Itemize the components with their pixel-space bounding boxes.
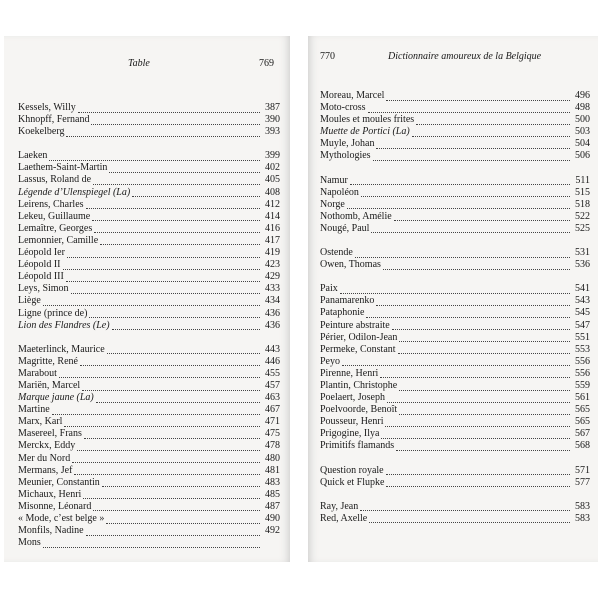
entry-name: Red, Axelle — [320, 512, 368, 524]
entry-name: Magritte, René — [18, 355, 78, 367]
dot-leader — [371, 224, 570, 233]
group-spacer — [320, 235, 590, 247]
group-spacer — [18, 332, 280, 344]
entry-name: Napoléon — [320, 186, 359, 198]
index-entry — [320, 320, 590, 332]
index-entry — [18, 126, 280, 138]
entry-page-number: 515 — [575, 186, 590, 198]
entry-name: Léopold Ier — [18, 247, 65, 259]
dot-leader — [86, 200, 260, 209]
right-page-running-title: Dictionnaire amoureux de la Belgique — [388, 51, 542, 62]
dot-leader — [63, 261, 261, 270]
dot-leader — [83, 490, 260, 499]
dot-leader — [386, 478, 570, 487]
entry-page-number: 553 — [575, 343, 590, 355]
entry-page-number: 536 — [575, 259, 590, 271]
entry-page-number: 583 — [575, 500, 590, 512]
entry-page-number: 412 — [265, 198, 280, 210]
dot-leader — [82, 382, 260, 391]
entry-name: Question royale — [320, 464, 384, 476]
index-entry — [320, 114, 590, 126]
entry-name: Prigogine, Ilya — [320, 428, 380, 440]
dot-leader — [71, 285, 260, 294]
dot-leader — [93, 502, 260, 511]
index-entry — [320, 199, 590, 211]
index-entry — [18, 271, 280, 283]
index-entry — [18, 308, 280, 320]
dot-leader — [91, 116, 260, 125]
index-entry — [18, 513, 280, 525]
entry-page-number: 503 — [575, 126, 590, 138]
index-entry — [18, 162, 280, 174]
entry-page-number: 481 — [265, 464, 280, 476]
index-entry — [18, 416, 280, 428]
left-page-running-title: Table — [128, 58, 150, 69]
index-entry — [18, 102, 280, 114]
index-entry — [320, 332, 590, 344]
dot-leader — [347, 200, 570, 209]
entry-name: Périer, Odilon-Jean — [320, 331, 398, 343]
index-entry — [18, 501, 280, 513]
index-entry — [18, 174, 280, 186]
index-entry — [320, 513, 590, 525]
entry-name: Mons — [18, 537, 41, 549]
index-entry — [320, 138, 590, 150]
dot-leader — [89, 309, 260, 318]
dot-leader — [80, 357, 260, 366]
index-entry — [320, 344, 590, 356]
index-entry — [18, 368, 280, 380]
dot-leader — [368, 104, 570, 113]
dot-leader — [112, 321, 260, 330]
entry-page-number: 419 — [265, 247, 280, 259]
entry-name: Peinture abstraite — [320, 319, 390, 331]
dot-leader — [412, 128, 570, 137]
entry-page-number: 577 — [575, 476, 590, 488]
entry-name: Pataphonie — [320, 307, 365, 319]
entry-name: Lekeu, Guillaume — [18, 210, 91, 222]
index-entry — [320, 380, 590, 392]
entry-page-number: 547 — [575, 319, 590, 331]
entry-name: « Mode, c’est belge » — [18, 513, 105, 524]
index-entry — [320, 283, 590, 295]
entry-name: Misonne, Léonard — [18, 500, 92, 512]
index-entry — [320, 392, 590, 404]
entry-name: Ligne (prince de) — [18, 307, 88, 319]
entry-page-number: 498 — [575, 102, 590, 114]
entry-page-number: 567 — [575, 428, 590, 440]
dot-leader — [376, 140, 570, 149]
entry-name: Marque jaune (La) — [18, 392, 94, 404]
index-entry — [18, 211, 280, 223]
dot-leader — [399, 333, 570, 342]
dot-leader — [66, 128, 260, 137]
entry-page-number: 568 — [575, 440, 590, 452]
entry-name: Monfils, Nadine — [18, 525, 84, 537]
dot-leader — [398, 345, 570, 354]
entry-name: Légende d’Ulenspiegel (La) — [18, 186, 131, 198]
index-entry — [18, 428, 280, 440]
entry-page-number: 393 — [265, 126, 280, 138]
entry-name: Lassus, Roland de — [18, 174, 92, 186]
dot-leader — [84, 430, 260, 439]
entry-page-number: 490 — [265, 513, 280, 524]
dot-leader — [49, 152, 260, 161]
entry-page-number: 506 — [575, 150, 590, 162]
dot-leader — [361, 188, 570, 197]
entry-name: Lemonnier, Camille — [18, 234, 99, 246]
index-entry — [320, 416, 590, 428]
entry-name: Poelaert, Joseph — [320, 392, 385, 404]
dot-leader — [360, 502, 570, 511]
dot-leader — [64, 418, 260, 427]
entry-page-number: 408 — [265, 186, 280, 198]
dot-leader — [66, 273, 260, 282]
entry-name: Plantin, Christophe — [320, 379, 398, 391]
entry-name: Paix — [320, 283, 338, 295]
entry-page-number: 531 — [575, 247, 590, 259]
entry-page-number: 405 — [265, 174, 280, 186]
index-entry — [18, 380, 280, 392]
index-entry — [320, 126, 590, 138]
entry-name: Peyo — [320, 355, 340, 367]
index-entry — [320, 259, 590, 271]
index-entry — [18, 453, 280, 465]
index-entry — [320, 247, 590, 259]
entry-page-number: 485 — [265, 488, 280, 500]
dot-leader — [383, 261, 570, 270]
dot-leader — [386, 92, 570, 101]
index-entry — [320, 211, 590, 223]
dot-leader — [132, 188, 260, 197]
dot-leader — [373, 152, 570, 161]
index-entry — [18, 150, 280, 162]
left-page — [4, 36, 290, 562]
dot-leader — [385, 418, 570, 427]
index-entry — [18, 525, 280, 537]
entry-page-number: 471 — [265, 416, 280, 428]
entry-name: Laethem-Saint-Martin — [18, 162, 108, 174]
index-entry — [18, 489, 280, 501]
entry-name: Merckx, Eddy — [18, 440, 76, 452]
entry-page-number: 434 — [265, 295, 280, 307]
dot-leader — [92, 212, 260, 221]
index-entry — [320, 295, 590, 307]
entry-name: Léopold III — [18, 271, 64, 283]
index-entry — [18, 477, 280, 489]
dot-leader — [59, 369, 260, 378]
index-entry — [320, 223, 590, 235]
entry-page-number: 518 — [575, 198, 590, 210]
entry-page-number: 436 — [265, 319, 280, 331]
entry-name: Pirenne, Henri — [320, 367, 379, 379]
index-entry — [18, 344, 280, 356]
index-entry — [320, 368, 590, 380]
entry-page-number: 429 — [265, 271, 280, 283]
dot-leader — [102, 478, 260, 487]
entry-page-number: 455 — [265, 367, 280, 379]
entry-name: Owen, Thomas — [320, 259, 381, 271]
index-entry — [320, 175, 590, 187]
index-entry — [320, 465, 590, 477]
entry-page-number: 500 — [575, 114, 590, 126]
index-entry — [320, 428, 590, 440]
entry-name: Ray, Jean — [320, 500, 359, 512]
right-index-entries — [320, 90, 590, 525]
dot-leader — [386, 466, 570, 475]
dot-leader — [96, 394, 260, 403]
group-spacer — [320, 271, 590, 283]
index-entry — [18, 440, 280, 452]
dot-leader — [100, 236, 260, 245]
index-entry — [320, 356, 590, 368]
entry-page-number: 556 — [575, 355, 590, 367]
index-entry — [320, 440, 590, 452]
entry-page-number: 423 — [265, 259, 280, 271]
entry-page-number: 416 — [265, 222, 280, 234]
index-entry — [18, 199, 280, 211]
dot-leader — [86, 527, 260, 536]
entry-page-number: 390 — [265, 114, 280, 126]
entry-page-number: 457 — [265, 379, 280, 391]
dot-leader — [342, 357, 570, 366]
dot-leader — [355, 249, 570, 258]
entry-page-number: 475 — [265, 428, 280, 440]
index-entry — [320, 150, 590, 162]
entry-name: Marabout — [18, 367, 57, 379]
entry-page-number: 571 — [575, 464, 590, 476]
dot-leader — [380, 369, 570, 378]
entry-page-number: 480 — [265, 452, 280, 464]
dot-leader — [107, 345, 260, 354]
group-spacer — [18, 138, 280, 150]
entry-name: Maeterlinck, Maurice — [18, 343, 105, 355]
right-page-number: 770 — [320, 51, 335, 62]
entry-name: Khnopff, Fernand — [18, 114, 90, 126]
entry-name: Martine — [18, 404, 50, 416]
entry-name: Koekelberg — [18, 126, 65, 138]
index-entry — [18, 259, 280, 271]
entry-name: Muyle, Johan — [320, 138, 375, 150]
entry-name: Mariën, Marcel — [18, 379, 81, 391]
entry-name: Meunier, Constantin — [18, 476, 100, 488]
entry-name: Moreau, Marcel — [320, 90, 385, 101]
entry-name: Kessels, Willy — [18, 102, 76, 113]
index-entry — [18, 114, 280, 126]
entry-name: Marx, Karl — [18, 416, 63, 428]
entry-page-number: 414 — [265, 210, 280, 222]
dot-leader — [77, 442, 260, 451]
left-index-entries — [18, 102, 280, 549]
entry-page-number: 492 — [265, 525, 280, 537]
entry-name: Panamarenko — [320, 295, 375, 307]
dot-leader — [416, 116, 570, 125]
entry-page-number: 483 — [265, 476, 280, 488]
entry-name: Léopold II — [18, 259, 61, 271]
dot-leader — [387, 394, 570, 403]
entry-name: Moto-cross — [320, 102, 366, 114]
dot-leader — [43, 539, 260, 548]
dot-leader — [52, 406, 260, 415]
index-entry — [320, 102, 590, 114]
dot-leader — [72, 454, 260, 463]
entry-name: Norge — [320, 198, 345, 210]
dot-leader — [109, 164, 260, 173]
dot-leader — [399, 406, 570, 415]
entry-name: Lemaître, Georges — [18, 222, 93, 234]
dot-leader — [43, 297, 260, 306]
entry-page-number: 543 — [575, 295, 590, 307]
index-entry — [320, 404, 590, 416]
entry-page-number: 443 — [265, 343, 280, 355]
index-entry — [320, 90, 590, 102]
entry-page-number: 387 — [265, 102, 280, 113]
entry-name: Mer du Nord — [18, 452, 71, 464]
entry-name: Liège — [18, 295, 41, 307]
entry-name: Nougé, Paul — [320, 222, 370, 234]
index-entry — [18, 404, 280, 416]
entry-name: Ostende — [320, 247, 353, 259]
entry-name: Namur — [320, 174, 348, 186]
entry-page-number: 463 — [265, 392, 280, 404]
dot-leader — [94, 224, 260, 233]
entry-page-number: 583 — [575, 512, 590, 524]
index-entry — [18, 235, 280, 247]
dot-leader — [376, 297, 570, 306]
entry-page-number: 559 — [575, 379, 590, 391]
dot-leader — [74, 466, 260, 475]
entry-page-number: 556 — [575, 367, 590, 379]
entry-page-number: 417 — [265, 234, 280, 246]
entry-name: Leirens, Charles — [18, 198, 84, 210]
index-entry — [18, 223, 280, 235]
index-entry — [320, 187, 590, 199]
entry-name: Mythologies — [320, 150, 371, 162]
dot-leader — [399, 382, 570, 391]
entry-page-number: 478 — [265, 440, 280, 452]
entry-page-number: 487 — [265, 500, 280, 512]
dot-leader — [93, 176, 260, 185]
index-entry — [18, 392, 280, 404]
entry-name: Leys, Simon — [18, 283, 69, 295]
dot-leader — [392, 321, 570, 330]
group-spacer — [320, 163, 590, 175]
entry-name: Muette de Portici (La) — [320, 126, 410, 138]
dot-leader — [396, 442, 570, 451]
entry-page-number: 496 — [575, 90, 590, 101]
entry-page-number: 399 — [265, 150, 280, 162]
index-entry — [320, 307, 590, 319]
left-page-number: 769 — [259, 58, 274, 69]
entry-page-number: 545 — [575, 307, 590, 319]
index-entry — [320, 477, 590, 489]
entry-name: Masereel, Frans — [18, 428, 82, 440]
dot-leader — [78, 104, 260, 113]
entry-name: Moules et moules frites — [320, 114, 415, 126]
entry-name: Laeken — [18, 150, 48, 162]
index-entry — [18, 247, 280, 259]
dot-leader — [369, 514, 570, 523]
entry-name: Lion des Flandres (Le) — [18, 319, 110, 331]
index-entry — [18, 283, 280, 295]
dot-leader — [350, 176, 570, 185]
entry-name: Mermans, Jef — [18, 464, 73, 476]
entry-name: Permeke, Constant — [320, 343, 396, 355]
index-entry — [18, 187, 280, 199]
entry-name: Michaux, Henri — [18, 488, 82, 500]
entry-name: Pousseur, Henri — [320, 416, 384, 428]
entry-page-number: 525 — [575, 222, 590, 234]
dot-leader — [340, 285, 570, 294]
entry-page-number: 561 — [575, 392, 590, 404]
entry-page-number: 446 — [265, 355, 280, 367]
index-entry — [18, 465, 280, 477]
entry-name: Quick et Flupke — [320, 476, 385, 488]
index-entry — [18, 356, 280, 368]
entry-name: Primitifs flamands — [320, 440, 395, 452]
entry-page-number: 551 — [575, 331, 590, 343]
dot-leader — [106, 515, 260, 524]
entry-page-number: 565 — [575, 416, 590, 428]
entry-page-number: 402 — [265, 162, 280, 174]
index-entry — [18, 295, 280, 307]
group-spacer — [320, 489, 590, 501]
index-entry — [320, 501, 590, 513]
entry-name: Nothomb, Amélie — [320, 210, 392, 222]
entry-page-number: 522 — [575, 210, 590, 222]
index-entry — [18, 320, 280, 332]
entry-page-number: 565 — [575, 404, 590, 416]
entry-page-number: 511 — [575, 174, 590, 186]
entry-page-number: 504 — [575, 138, 590, 150]
right-page — [308, 36, 598, 562]
entry-page-number: 436 — [265, 307, 280, 319]
index-entry — [18, 537, 280, 549]
dot-leader — [366, 309, 570, 318]
dot-leader — [381, 430, 570, 439]
entry-name: Poelvoorde, Benoît — [320, 404, 398, 416]
entry-page-number: 433 — [265, 283, 280, 295]
entry-page-number: 541 — [575, 283, 590, 295]
dot-leader — [394, 212, 570, 221]
entry-page-number: 467 — [265, 404, 280, 416]
dot-leader — [67, 249, 260, 258]
group-spacer — [320, 453, 590, 465]
